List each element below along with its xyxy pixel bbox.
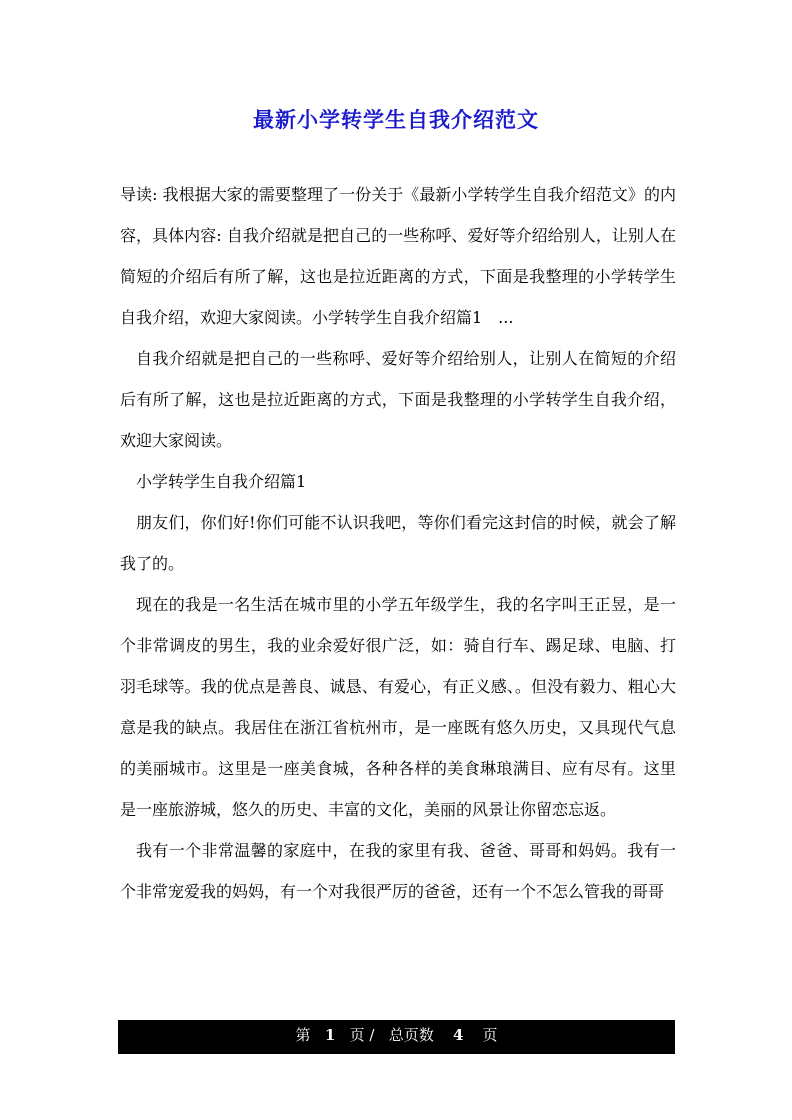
total-pages-number: 4 [452, 1026, 464, 1044]
total-pages-label: 总页数 [388, 1026, 434, 1044]
page-footer [118, 1020, 675, 1054]
total-pages-suffix: 页 [482, 1026, 498, 1044]
current-page-number: 1 [324, 1026, 336, 1044]
body-paragraph: 现在的我是一名生活在城市里的小学五年级学生，我的名字叫王正昱，是一个非常调皮的男生，我的业余爱好很广泛，如：骑自行车、踢足球、电脑、打羽毛球等。我的优点是善良、诚恳、有爱心，有正义感、。但没有毅力、粗心大意是我的缺点。我居住在浙江省杭州市，是一座既有悠久历史，又具现代气息的美丽城市。这里是一座美食城，各种各样的美食琳琅满目、应有尽有。这里是一座旅游城，悠久的历史、丰富的文化，美丽的风景让你留恋忘返。 [120, 595, 676, 819]
page-label-suffix: 页 / [349, 1026, 375, 1044]
document-body [120, 174, 676, 912]
page-label-prefix: 第 [295, 1026, 311, 1044]
section-heading: 小学转学生自我介绍篇1 [136, 472, 307, 491]
body-paragraph: 我有一个非常温馨的家庭中，在我的家里有我、爸爸、哥哥和妈妈。我有一个非常宠爱我的妈妈，有一个对我很严厉的爸爸，还有一个不怎么管我的哥哥 [120, 841, 676, 901]
document-title: 最新小学转学生自我介绍范文 [253, 107, 539, 132]
body-paragraph: 自我介绍就是把自己的一些称呼、爱好等介绍给别人，让别人在简短的介绍后有所了解，这也是拉近距离的方式，下面是我整理的小学转学生自我介绍，欢迎大家阅读。 [120, 349, 676, 450]
intro-paragraph: 导读: 我根据大家的需要整理了一份关于《最新小学转学生自我介绍范文》的内容，具体内容: 自我介绍就是把自己的一些称呼、爱好等介绍给别人，让别人在简短的介绍后有所了解，这也是拉近距离的方式，下面是我整理的小学转学生自我介绍，欢迎大家阅读。小学转学生自我介绍篇1 ... [120, 185, 676, 327]
body-paragraph: 朋友们，你们好!你们可能不认识我吧，等你们看完这封信的时候，就会了解我了的。 [120, 513, 676, 573]
